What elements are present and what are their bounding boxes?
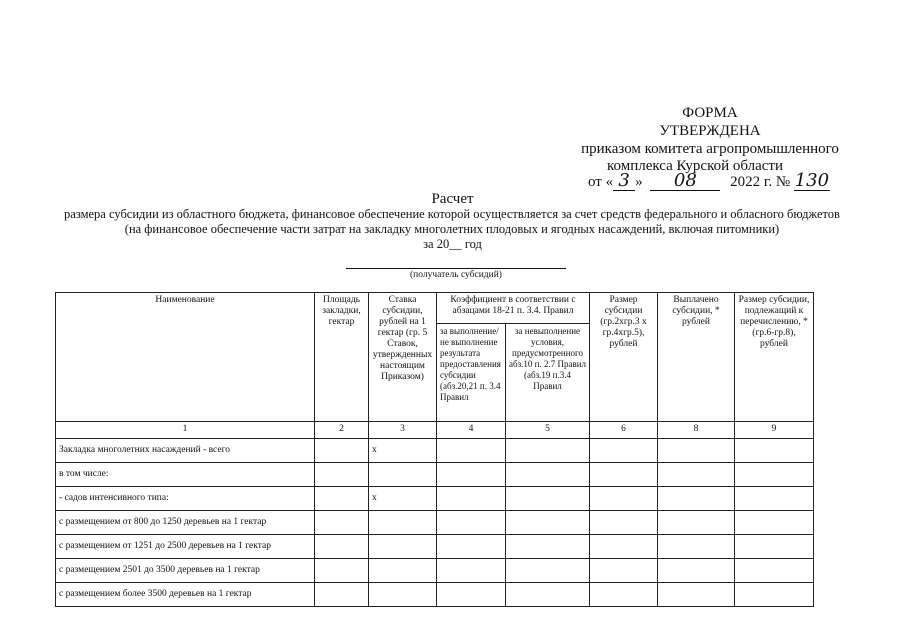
cell[interactable] [437, 559, 506, 583]
cell[interactable] [315, 559, 369, 583]
col-number: 2 [315, 422, 369, 439]
table-row [56, 583, 814, 607]
row-rate[interactable]: x [369, 487, 437, 511]
column-numbers-row [56, 422, 814, 439]
header-subsidy-size: Размер субсидии (гр.2хгр.3 х гр.4хгр.5), рублей [590, 293, 658, 422]
header-paid: Выплачено субсидии, * рублей [658, 293, 735, 422]
cell[interactable] [735, 511, 814, 535]
cell[interactable] [437, 535, 506, 559]
order-year-text: 2022 г. № [730, 174, 791, 190]
header-coef-b: за невыполнение условия, предусмотренного абз.10 п. 2.7 Правил (абз.19 п.3.4 Правил [506, 324, 590, 422]
cell[interactable] [735, 535, 814, 559]
header-coef-a: за выполнение/не выполнение результата предоставления субсидии (абз.20,21 п. 3.4 Правил [437, 324, 506, 422]
cell[interactable] [506, 463, 590, 487]
cell[interactable] [506, 535, 590, 559]
cell[interactable] [506, 439, 590, 463]
row-name: с размещением более 3500 деревьев на 1 гектар [56, 583, 315, 607]
col-number: 4 [437, 422, 506, 439]
approved-label: УТВЕРЖДЕНА [659, 123, 761, 139]
cell[interactable] [437, 511, 506, 535]
row-rate[interactable] [369, 511, 437, 535]
row-rate[interactable] [369, 559, 437, 583]
cell[interactable] [437, 439, 506, 463]
col-number: 9 [735, 422, 814, 439]
document-title: Расчет [431, 191, 474, 207]
row-rate[interactable]: x [369, 439, 437, 463]
order-line-2: комплекса Курской области [606, 158, 784, 174]
cell[interactable] [658, 463, 735, 487]
order-line-1: приказом комитета агропромышленного [581, 141, 839, 157]
col-number: 3 [369, 422, 437, 439]
header-rate: Ставка субсидии, рублей на 1 гектар (гр. 5 Ставок, утвержденных настоящим Приказом) [369, 293, 437, 422]
document-subtitle: размера субсидии из областного бюджета, финансовое обеспечение которой осуществляется за счет средств федерального и обласного бюджетов (на финансовое обеспечение части затрат на закладку многолетних плодовых и ягодных насаждений, включая питомники) [64, 207, 840, 236]
cell[interactable] [735, 583, 814, 607]
table-row [56, 487, 814, 511]
col-number: 1 [56, 422, 315, 439]
date-prefix: от « [588, 174, 614, 190]
cell[interactable] [590, 535, 658, 559]
order-month: 08 [650, 172, 720, 191]
cell[interactable] [437, 583, 506, 607]
col-number: 8 [658, 422, 735, 439]
cell[interactable] [658, 487, 735, 511]
row-rate[interactable] [369, 535, 437, 559]
order-date-line [588, 172, 848, 191]
cell[interactable] [590, 439, 658, 463]
row-name: - садов интенсивного типа: [56, 487, 315, 511]
table-row [56, 511, 814, 535]
cell[interactable] [590, 511, 658, 535]
recipient-field-line[interactable] [346, 268, 566, 269]
cell[interactable] [658, 559, 735, 583]
cell[interactable] [506, 559, 590, 583]
cell[interactable] [590, 559, 658, 583]
header-area: Площадь закладки, гектар [315, 293, 369, 422]
row-rate[interactable] [369, 583, 437, 607]
cell[interactable] [658, 535, 735, 559]
cell[interactable] [506, 583, 590, 607]
row-name: в том числе: [56, 463, 315, 487]
cell[interactable] [735, 439, 814, 463]
subsidy-table [55, 292, 814, 607]
table-row [56, 535, 814, 559]
cell[interactable] [315, 487, 369, 511]
cell[interactable] [315, 511, 369, 535]
cell[interactable] [658, 583, 735, 607]
cell[interactable] [315, 535, 369, 559]
cell[interactable] [315, 463, 369, 487]
table-row [56, 559, 814, 583]
header-coefficient: Коэффициент в соответствии с абзацами 18-21 п. 3.4. Правил [437, 293, 590, 324]
cell[interactable] [437, 463, 506, 487]
cell[interactable] [315, 583, 369, 607]
year-line: за 20__ год [423, 237, 482, 251]
cell[interactable] [590, 463, 658, 487]
col-number: 6 [590, 422, 658, 439]
cell[interactable] [437, 487, 506, 511]
cell[interactable] [506, 511, 590, 535]
row-name: с размещением 2501 до 3500 деревьев на 1 гектар [56, 559, 315, 583]
form-label: ФОРМА [682, 105, 738, 121]
cell[interactable] [590, 583, 658, 607]
header-row-1 [56, 293, 814, 324]
header-name: Наименование [56, 293, 315, 422]
col-number: 5 [506, 422, 590, 439]
cell[interactable] [590, 487, 658, 511]
order-day: 3 [613, 172, 635, 191]
cell[interactable] [506, 487, 590, 511]
row-rate[interactable] [369, 463, 437, 487]
cell[interactable] [735, 487, 814, 511]
table-row [56, 463, 814, 487]
order-number: 130 [794, 170, 830, 191]
header-to-pay: Размер субсидии, подлежащий к перечислению, * (гр.6-гр.8), рублей [735, 293, 814, 422]
cell[interactable] [315, 439, 369, 463]
table-row [56, 439, 814, 463]
cell[interactable] [735, 559, 814, 583]
cell[interactable] [658, 439, 735, 463]
recipient-label: (получатель субсидий) [410, 270, 502, 280]
date-mid: » [635, 174, 643, 190]
cell[interactable] [658, 511, 735, 535]
row-name: с размещением от 800 до 1250 деревьев на 1 гектар [56, 511, 315, 535]
row-name: Закладка многолетних насаждений - всего [56, 439, 315, 463]
row-name: с размещением от 1251 до 2500 деревьев на 1 гектар [56, 535, 315, 559]
cell[interactable] [735, 463, 814, 487]
